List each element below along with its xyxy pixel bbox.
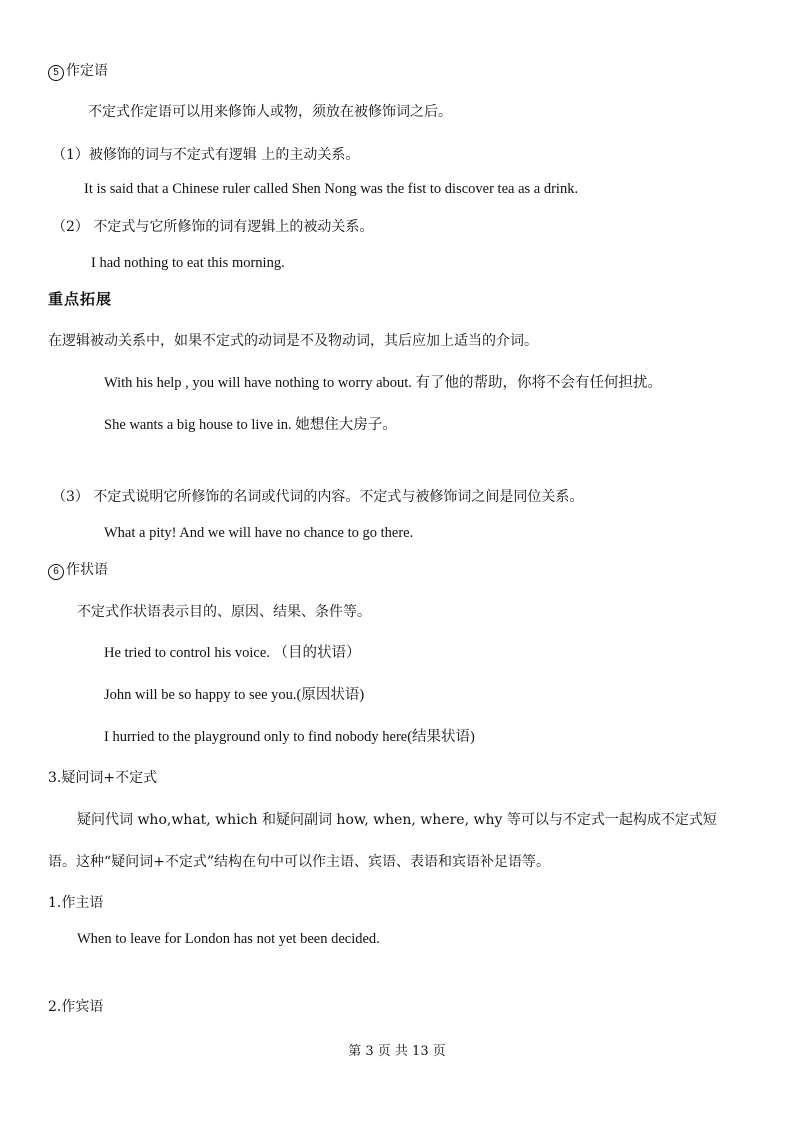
extension-heading: 重点拓展 <box>48 290 113 308</box>
subject-usage-heading: 1.作主语 <box>48 895 104 911</box>
section-5-example-2: I had nothing to eat this morning. <box>91 255 285 271</box>
extension-example-2: She wants a big house to live in. 她想住大房子。 <box>104 417 397 433</box>
section-6-example-1: He tried to control his voice. （目的状语） <box>104 645 361 661</box>
section-5-point-3: （3） 不定式说明它所修饰的名词或代词的内容。不定式与被修饰词之间是同位关系。 <box>52 489 584 505</box>
section-5-example-1: It is said that a Chinese ruler called Shen Nong was the fist to discover tea as a drink. <box>84 181 579 197</box>
section-6-heading <box>48 561 108 580</box>
section-6-example-2: John will be so happy to see you.(原因状语) <box>104 687 365 703</box>
question-word-desc-line-1: 疑问代词 who,what, which 和疑问副词 how, when, where, why 等可以与不定式一起构成不定式短 <box>77 812 717 828</box>
circled-number-5: 5 <box>48 65 64 81</box>
section-6-example-3: I hurried to the playground only to find nobody here(结果状语) <box>104 729 475 745</box>
object-usage-heading: 2.作宾语 <box>48 999 104 1015</box>
question-word-heading: 3.疑问词+不定式 <box>48 770 158 786</box>
question-word-desc-line-2: 语。这种“疑问词+不定式”结构在句中可以作主语、宾语、表语和宾语补足语等。 <box>48 854 551 870</box>
subject-usage-example: When to leave for London has not yet been decided. <box>77 931 380 947</box>
section-5-example-3: What a pity! And we will have no chance to go there. <box>104 525 414 541</box>
extension-note: 在逻辑被动关系中，如果不定式的动词是不及物动词，其后应加上适当的介词。 <box>48 333 538 349</box>
section-5-intro: 不定式作定语可以用来修饰人或物，须放在被修饰词之后。 <box>88 104 452 120</box>
section-6-title: 作状语 <box>66 562 108 578</box>
section-5-title: 作定语 <box>66 63 108 79</box>
extension-example-1: With his help , you will have nothing to worry about. 有了他的帮助，你将不会有任何担扰。 <box>104 375 663 391</box>
section-5-heading <box>48 62 108 81</box>
section-5-point-1: （1）被修饰的词与不定式有逻辑 上的主动关系。 <box>52 147 360 163</box>
circled-number-6: 6 <box>48 564 64 580</box>
page-footer: 第 3 页 共 13 页 <box>348 1044 446 1059</box>
section-6-intro: 不定式作状语表示目的、原因、结果、条件等。 <box>77 604 371 620</box>
section-5-point-2: （2） 不定式与它所修饰的词有逻辑上的被动关系。 <box>52 219 374 235</box>
